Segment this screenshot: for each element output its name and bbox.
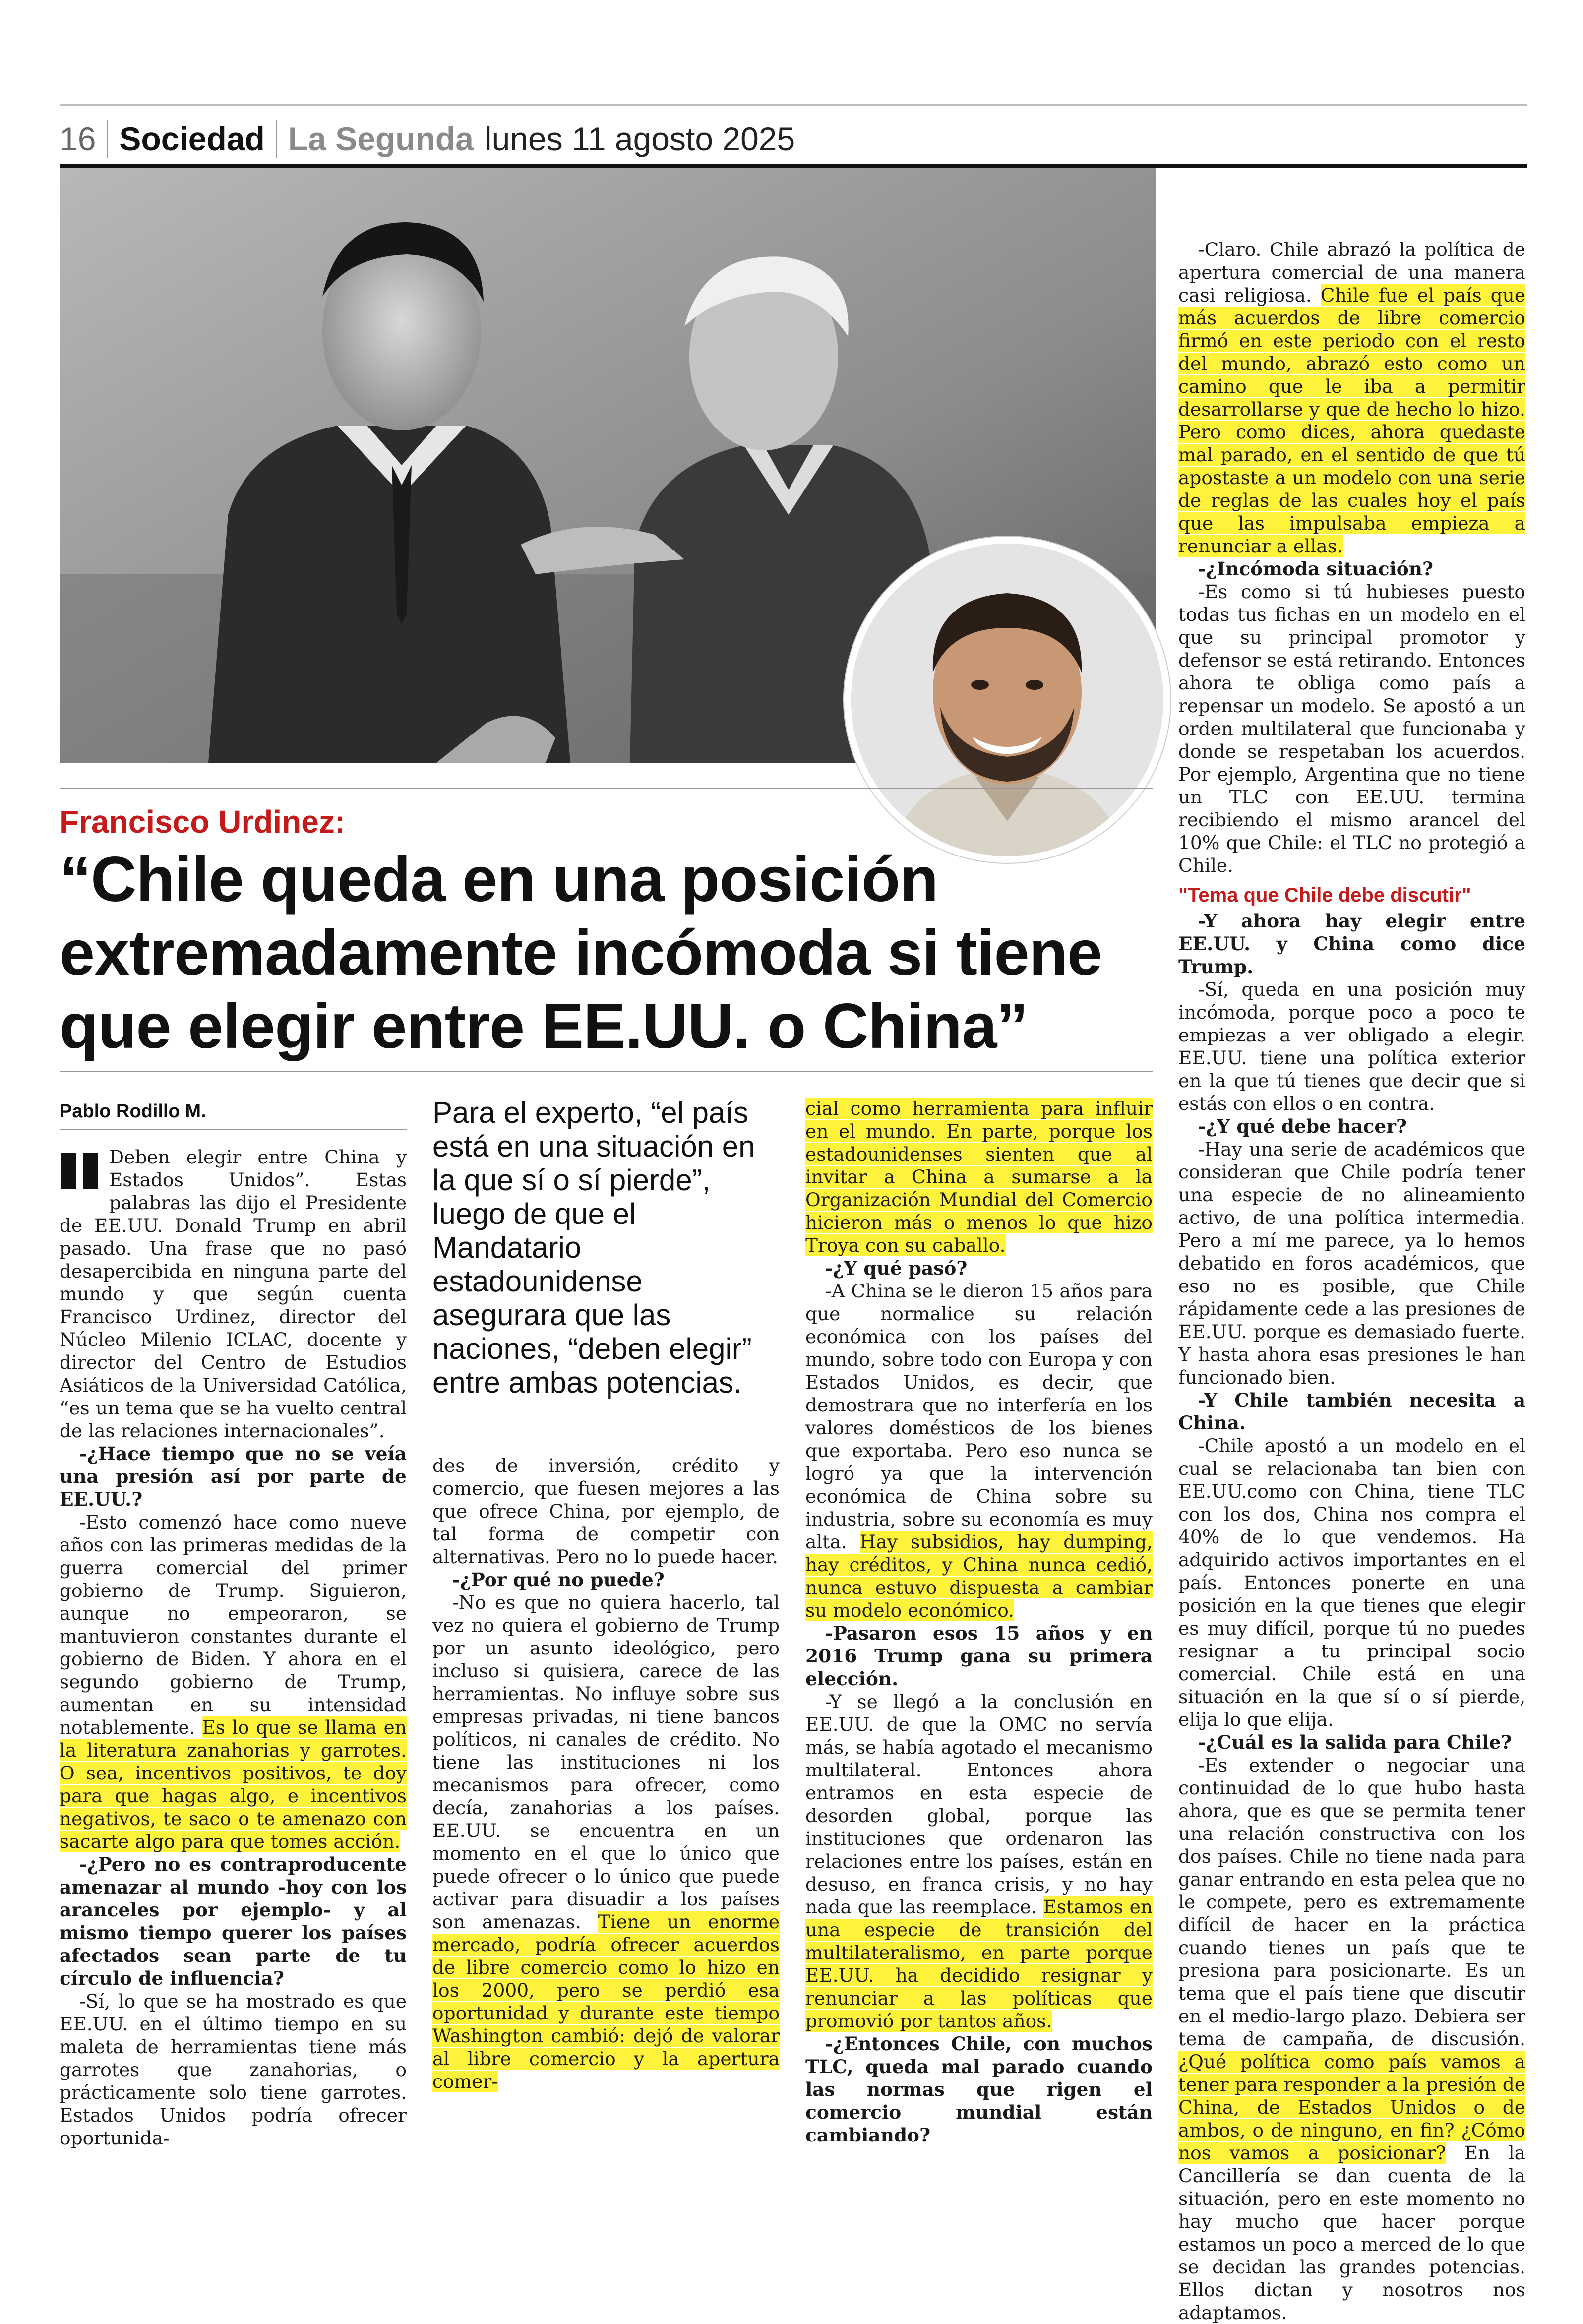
question: -Pasaron esos 15 años y en 2016 Trump gana su primera elección. [805, 1622, 1153, 1690]
byline: Pablo Rodillo M. [60, 1101, 206, 1122]
highlighted-text: Tiene un enorme mercado, podría ofrecer acuerdos de libre comercio como lo hizo en los 2000, pero se perdió esa oportunidad y durante este tiempo Washington cambió: dejó de valorar al libre comercio y la apertura comer- [432, 1911, 780, 2092]
question: -Y ahora hay elegir entre EE.UU. y China como dice Trump. [1178, 910, 1525, 978]
highlighted-text: ¿Qué política como país vamos a tener para responder a la presión de China, de Estados Unidos o de ambos, o de ninguno, en fin? ¿Cómo nos vamos a posicionar? [1178, 2051, 1525, 2164]
page-header [60, 112, 795, 166]
paragraph: -Chile apostó a un modelo en el cual se relacionaba tan bien con EE.UU.como con China, tiene TLC con los dos, China nos compra el 40% de lo que vendemos. Ha adquirido activos importantes en el país. Entonces ponerte en una posición en la que tienes que elegir es muy difícil, porque tú no puedes resignar a tu principal socio comercial. Chile está en una situación en la que sí o sí pierde, elija lo que elija. [1178, 1435, 1525, 1730]
paragraph-text: -A China se le dieron 15 años para que normalice su relación económica con los países del mundo, sobre todo con Europa y con Estados Unidos, es decir, que demostrara que no interfería en los valores domésticos de los bienes que exportaba. Pero eso nunca se logró ya que la intervención económica de China sobre su industria, sobre su economía es muy alta. [805, 1280, 1153, 1553]
header-divider [107, 120, 108, 158]
question: -¿Incómoda situación? [1198, 558, 1434, 580]
paragraph-text: -Es extender o negociar una continuidad de lo que hubo hasta ahora, que es que se permita tener una relación constructiva con los dos países. Chile no tiene nada para ganar entrando en esta pelea que no le compete, pero es extremamente difícil de hacer en la práctica cuando tienes un país que te presiona para posicionarte. Es un tema que el país tiene que discutir en el medio-largo plazo. Debiera ser tema de campaña, de discusión. [1178, 1754, 1525, 2050]
highlighted-text: Chile fue el país que más acuerdos de libre comercio firmó en este periodo con el resto del mundo, abrazó esto como un camino que le iba a permitir desarrollarse y que de hecho lo hizo. Pero como dices, ahora quedaste mal parado, en el sentido de que tú apostaste a un modelo con una serie de reglas de las cuales hoy el país que las impulsaba empieza a renunciar a ellas. [1178, 284, 1526, 557]
byline-rule [60, 1129, 407, 1130]
issue-date: lunes 11 agosto 2025 [484, 121, 795, 157]
kicker: Francisco Urdinez: [60, 804, 346, 840]
highlighted-text: Es lo que se llama en la literatura zanahorias y garrotes. O sea, incentivos positivos, te doy para que hagas algo, e incentivos negativos, te saco o te amenazo con sacarte algo para que tomes acción. [60, 1716, 407, 1852]
paragraph-text: -Y se llegó a la conclusión en EE.UU. de que la OMC no servía más, se había agotado el mecanismo multilateral. Entonces ahora entramos en esta especie de desorden global, porque las instituciones que ordenaron las relaciones entre los países, están en desuso, en franca crisis, y no hay nada que las reemplace. [805, 1691, 1153, 1918]
quote-mark-icon [60, 1150, 102, 1192]
paragraph: des de inversión, crédito y comercio, que fuesen mejores a las que ofrece China, por ejemplo, de tal forma de competir con alternativas. Pero no lo puede hacer. [432, 1455, 780, 1568]
author-portrait [844, 537, 1170, 863]
question: -Y Chile también necesita a China. [1178, 1389, 1525, 1434]
section-subhead: "Tema que Chile debe discutir" [1178, 884, 1471, 906]
top-rule [60, 104, 1527, 106]
paragraph-text: Deben elegir entre China y Estados Unidos”. Estas palabras las dijo el Presidente de EE.UU. Donald Trump en abril pasado. Una frase que no pasó desapercibida en ninguna parte del mundo y que según cuenta Francisco Urdinez, director del Núcleo Milenio ICLAC, docente y director del Centro de Estudios Asiáticos de la Universidad Católica, “es un tema que se ha vuelto central de las relaciones internacionales”. [60, 1146, 407, 1442]
question: -¿Cuál es la salida para Chile? [1198, 1731, 1512, 1753]
question: -¿Por qué no puede? [452, 1569, 665, 1590]
paragraph [1178, 1754, 1525, 2324]
question: -¿Entonces Chile, con muchos TLC, queda mal parado cuando las normas que rigen el comercio mundial están cambiando? [805, 2033, 1153, 2146]
article-column-4 [1178, 238, 1525, 2324]
paragraph: -Sí, lo que se ha mostrado es que EE.UU. en el último tiempo en su maleta de herramientas tiene más garrotes que zanahorias, o prácticamente solo tiene garrotes. Estados Unidos podría ofrecer oportunida- [60, 1990, 407, 2149]
paragraph [432, 1591, 780, 2093]
header-rule [60, 164, 1527, 168]
question: -¿Y qué pasó? [825, 1257, 968, 1279]
paragraph [1178, 238, 1525, 557]
article-column-3 [805, 1097, 1153, 2146]
paragraph: -Hay una serie de académicos que consideran que Chile podría tener una especie de no alineamiento activo, de una política intermedia. Pero a mí me parece, ya lo hemos debatido en foros académicos, que eso no es posible, que Chile rápidamente cede a las presiones de EE.UU. porque es demasiado fuerte. Y hasta ahora esas presiones le han funcionado bien. [1178, 1138, 1525, 1388]
highlighted-text: Hay subsidios, hay dumping, hay créditos, y China nunca cedió, nunca estuvo dispuesta a cambiar su modelo económico. [805, 1531, 1153, 1621]
header-divider [276, 120, 277, 158]
question: -¿Pero no es contraproducente amenazar al mundo -hoy con los aranceles por ejemplo- y al mismo tiempo querer los países afectados sean parte de tu círculo de influencia? [60, 1853, 407, 1989]
section-name: Sociedad [119, 121, 265, 157]
paragraph-text: -No es que no quiera hacerlo, tal vez no quiera el gobierno de Trump por un asunto ideológico, pero incluso si quisiera, carece de las herramientas. No influye sobre sus empresas privadas, ni tiene bancos políticos, ni canales de crédito. No tiene las instituciones ni los mecanismos para ofrecer, como decía, zanahorias a los países. EE.UU. se encuentra en un momento en el que lo único que puede ofrecer o lo único que puede activar para disuadir a los países son amenazas. [432, 1591, 780, 1933]
photo-rule [60, 788, 1153, 789]
publication-name: La Segunda [288, 121, 474, 157]
question: -¿Y qué debe hacer? [1198, 1115, 1407, 1137]
highlighted-text: Estamos en una especie de transición del multilateralismo, en parte porque EE.UU. ha decidido resignar y renunciar a las políticas que promovió por tantos años. [805, 1896, 1153, 2032]
paragraph [60, 1511, 407, 1853]
paragraph [805, 1280, 1153, 1622]
paragraph-text: -Esto comenzó hace como nueve años con las primeras medidas de la guerra comercial del primer gobierno de Trump. Siguieron, aunque no empeoraron, se mantuvieron constantes durante el gobierno de Biden. Y ahora en el segundo gobierno de Trump, aumentan en su intensidad notablemente. [60, 1511, 407, 1738]
paragraph [805, 1690, 1153, 2032]
paragraph-text: En la Cancillería se dan cuenta de la situación, pero en este momento no hay mucho que hacer porque estamos un poco a merced de lo que se decidan las grandes potencias. Ellos dictan y nosotros nos adaptamos. [1178, 2142, 1525, 2324]
question: -¿Hace tiempo que no se veía una presión así por parte de EE.UU.? [60, 1443, 407, 1510]
pull-quote: Para el experto, “el país está en una situación en la que sí o sí pierde”, luego de que el Mandatario estadounidense asegurara que las naciones, “deben elegir” entre ambas potencias. [432, 1096, 755, 1399]
highlighted-text: cial como herramienta para influir en el mundo. En parte, porque los estadounidenses sienten que al invitar a China a sumarse a la Organización Mundial del Comercio hicieron más o menos lo que hizo Troya con su caballo. [805, 1098, 1153, 1256]
paragraph [60, 1146, 407, 1442]
article-column-2 [432, 1454, 780, 2093]
article-column-1 [60, 1146, 407, 2149]
paragraph-text: -Claro. Chile abrazó la política de apertura comercial de una manera casi religiosa. [1178, 239, 1525, 306]
paragraph: -Es como si tú hubieses puesto todas tus fichas en un modelo en el que su principal promotor y defensor se está retirando. Entonces ahora te obliga como país a repensar un modelo. Se apostó a un orden multilateral que funcionaba y donde se respetaban los acuerdos. Por ejemplo, Argentina que no tiene un TLC con EE.UU. termina recibiendo el mismo arancel del 10% que Chile: el TLC no protegió a Chile. [1178, 581, 1525, 876]
paragraph: -Sí, queda en una posición muy incómoda, porque poco a poco te empiezas a ver obligado a elegir. EE.UU. tiene una política exterior en la que tú tienes que decir que si estás con ellos o en contra. [1178, 979, 1525, 1114]
paragraph [805, 1097, 1153, 1257]
headline-rule [60, 1071, 1153, 1072]
headline: “Chile queda en una posición extremadamente incómoda si tiene que elegir entre EE.UU. o China” [60, 844, 1102, 1062]
page-number: 16 [60, 121, 96, 157]
